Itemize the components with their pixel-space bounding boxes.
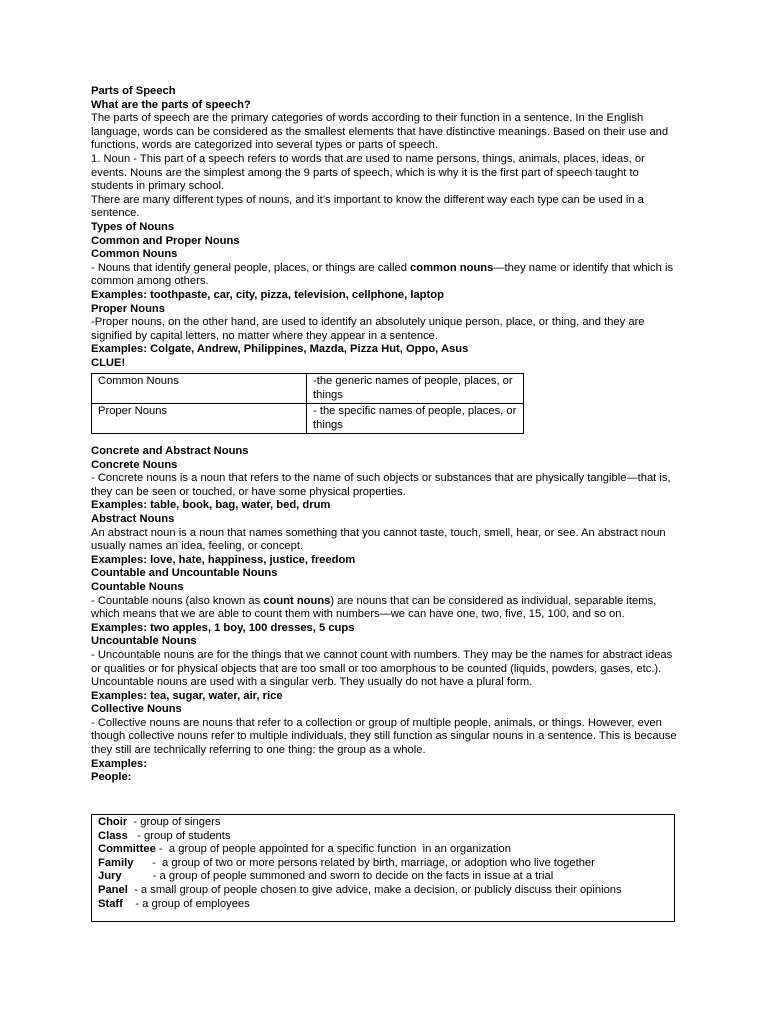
list-item	[98, 830, 668, 844]
collective-term: Staff	[98, 897, 123, 910]
concrete-examples: Examples: table, book, bag, water, bed, drum	[91, 499, 331, 512]
collective-definition: - a group of employees	[122, 897, 250, 910]
list-item	[98, 884, 668, 898]
collective-term: Panel	[98, 883, 128, 896]
proper-nouns-heading: Proper Nouns	[91, 302, 165, 315]
collective-definition: - group of students	[127, 829, 231, 842]
concrete-nouns-heading: Concrete Nouns	[91, 458, 178, 471]
table-cell-meaning: - the specific names of people, places, or things	[307, 404, 524, 434]
list-item	[98, 816, 668, 830]
people-label: People:	[91, 771, 132, 784]
common-proper-heading: Common and Proper Nouns	[91, 234, 240, 247]
collective-term: Class	[98, 829, 128, 842]
countable-def-part-a: - Countable nouns (also known as	[91, 594, 264, 607]
collective-term: Choir	[98, 816, 128, 828]
collective-definition: - group of singers	[127, 816, 221, 828]
countable-def-bold: count nouns	[263, 594, 331, 607]
noun-definition: 1. Noun - This part of a speech refers to words that are used to name persons, things, animals, places, ideas, or events. Nouns are the simplest among the 9 parts of speech, which is why it is the first part of speech taught to students in primary school.	[91, 152, 645, 193]
section-noun-types	[91, 445, 679, 785]
intro-paragraph: The parts of speech are the primary categories of words according to their function in a sentence. In the English language, words can be considered as the smallest elements that have distinctive meanings. Based on their use and functions, words are categorized into several types or parts of speech.	[91, 112, 669, 152]
doc-title: Parts of Speech	[91, 85, 176, 97]
common-def-part-b: —they name or identify that which is common among others.	[91, 261, 674, 288]
abstract-nouns-definition: An abstract noun is a noun that names something that you cannot taste, touch, smell, hear, or see. An abstract noun usually names an idea, feeling, or concept.	[91, 526, 666, 553]
common-def-part-a: - Nouns that identify general people, places, or things are called	[91, 261, 411, 274]
table-cell-term: Proper Nouns	[92, 404, 307, 434]
collective-definition: - a group of two or more persons related by birth, marriage, or adoption who live together	[133, 856, 595, 869]
clue-table	[91, 373, 524, 434]
noun-types-intro: There are many different types of nouns, and it’s important to know the different way each type can be used in a sentence.	[91, 193, 644, 220]
uncountable-examples: Examples: tea, sugar, water, air, rice	[91, 689, 283, 702]
concrete-abstract-heading: Concrete and Abstract Nouns	[91, 445, 249, 457]
abstract-examples: Examples: love, hate, happiness, justice, freedom	[91, 553, 356, 566]
collective-definition: - a group of people appointed for a specific function in an organization	[155, 843, 511, 856]
collective-definition: - a small group of people chosen to give advice, make a decision, or publicly discuss their opinions	[127, 883, 622, 896]
collective-nouns-box	[91, 814, 675, 922]
list-item	[98, 870, 668, 884]
common-def-bold: common nouns	[410, 261, 494, 274]
common-nouns-heading: Common Nouns	[91, 248, 178, 261]
list-item	[98, 857, 668, 871]
table-row	[92, 374, 524, 404]
collective-definition: - a group of people summoned and sworn to decide on the facts in issue at a trial	[121, 870, 554, 883]
common-examples: Examples: toothpaste, car, city, pizza, television, cellphone, laptop	[91, 288, 444, 301]
countable-examples: Examples: two apples, 1 boy, 100 dresses, 5 cups	[91, 621, 355, 634]
table-cell-meaning: -the generic names of people, places, or things	[307, 374, 524, 404]
clue-label: CLUE!	[91, 356, 126, 369]
countable-uncountable-heading: Countable and Uncountable Nouns	[91, 567, 278, 580]
uncountable-nouns-heading: Uncountable Nouns	[91, 635, 197, 648]
countable-nouns-definition	[91, 595, 679, 622]
table-cell-term: Common Nouns	[92, 374, 307, 404]
concrete-nouns-definition: - Concrete nouns is a noun that refers to the name of such objects or substances that are physically tangible—that is, they can be seen or touched, or have some physical properties.	[91, 472, 671, 498]
collective-term: Jury	[98, 870, 122, 883]
collective-nouns-heading: Collective Nouns	[91, 703, 182, 716]
collective-nouns-definition: - Collective nouns are nouns that refer to a collection or group of multiple people, animals, or things. However, even though collective nouns refer to multiple individuals, they still function as singular nouns in a sentence. This is because they still are technically referring to one thing: the group as a whole.	[91, 716, 677, 757]
list-item	[98, 898, 668, 912]
abstract-nouns-heading: Abstract Nouns	[91, 512, 175, 525]
collective-term: Family	[98, 856, 134, 869]
table-row	[92, 404, 524, 434]
collective-term: Committee	[98, 843, 156, 856]
common-nouns-definition	[91, 262, 679, 289]
uncountable-nouns-definition: - Uncountable nouns are for the things that we cannot count with numbers. They may be the names for abstract ideas or qualities or for physical objects that are too small or too amorphous to be counted (liquids, powders, gases, etc.). Uncountable nouns are used with a singular verb. They usually do not have a plural form.	[91, 648, 673, 689]
section-parts-of-speech	[91, 85, 679, 370]
types-heading: Types of Nouns	[91, 220, 175, 233]
list-item	[98, 843, 668, 857]
examples-label: Examples:	[91, 757, 147, 770]
countable-def-part-b: ) are nouns that can be considered as individual, separable items, which means that we are able to count them with numbers—we can have one, two, five, 15, 100, and so on.	[91, 594, 657, 621]
proper-examples: Examples: Colgate, Andrew, Philippines, Mazda, Pizza Hut, Oppo, Asus	[91, 343, 469, 356]
question-heading: What are the parts of speech?	[91, 98, 251, 111]
proper-nouns-definition: -Proper nouns, on the other hand, are used to identify an absolutely unique person, place, or thing, and they are signified by capital letters, no matter where they appear in a sentence.	[91, 316, 645, 342]
countable-nouns-heading: Countable Nouns	[91, 580, 184, 593]
